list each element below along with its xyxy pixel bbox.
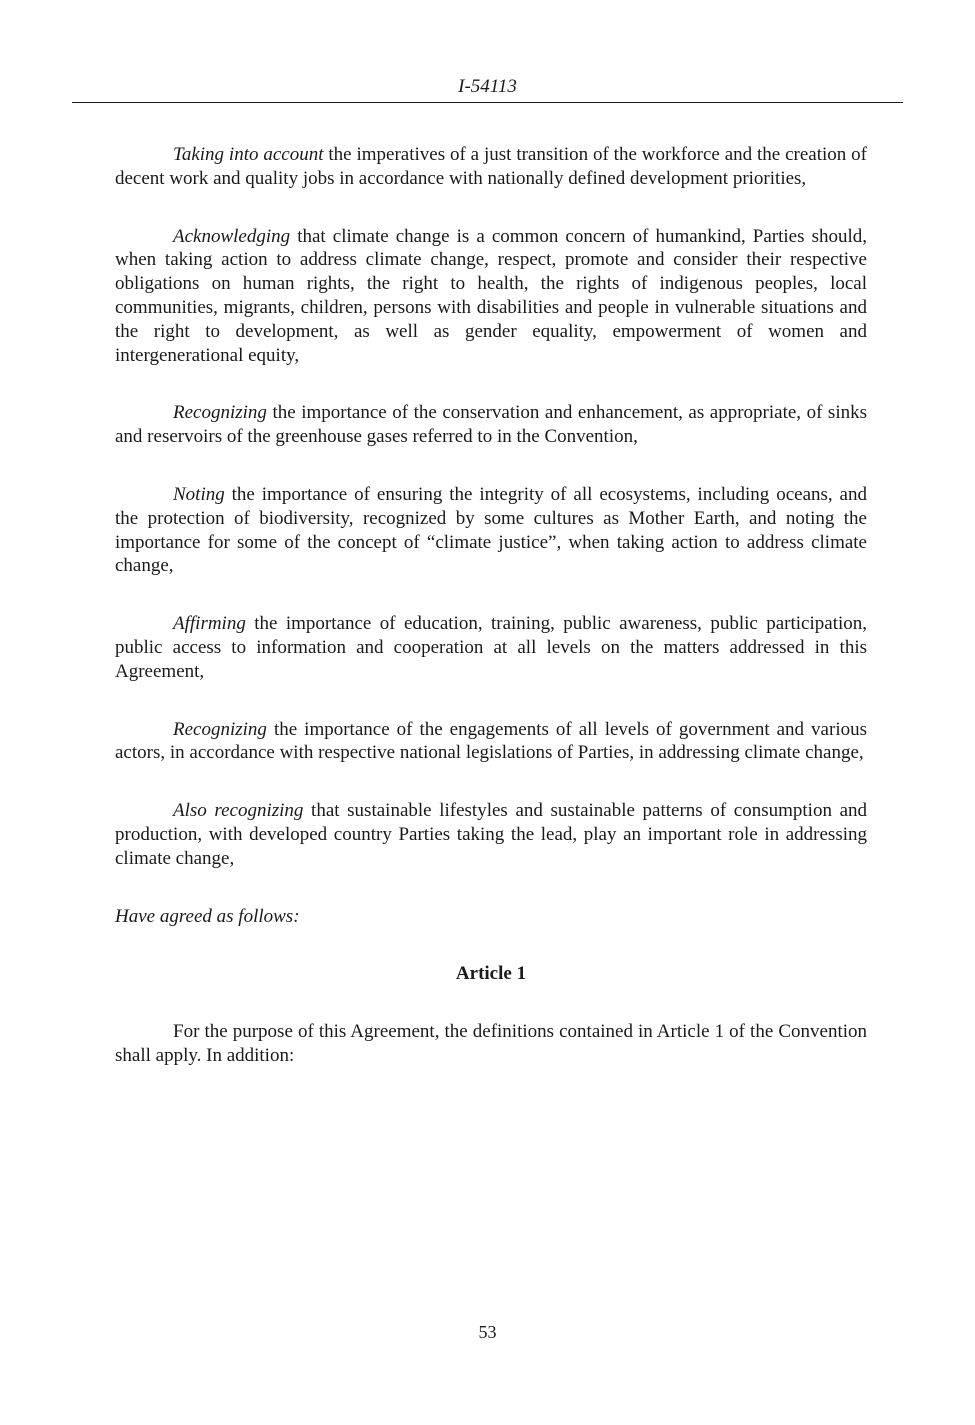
paragraph-text: the importance of the engagements of all levels of government and various actors, in accordance with respective national legislations of Parties, in addressing climate change, <box>115 718 867 764</box>
document-number: I-54113 <box>458 76 517 97</box>
paragraph-text: that sustainable lifestyles and sustainable patterns of consumption and production, with developed country Parties taking the lead, play an important role in addressing climate change, <box>115 800 867 869</box>
paragraph-lead: Taking into account <box>173 144 324 165</box>
article-heading: Article 1 <box>455 963 527 985</box>
document-body <box>115 143 867 1102</box>
paragraph-lead: Also recognizing <box>173 800 304 822</box>
paragraph-text: the importance of education, training, public awareness, public participation, public access to information and cooperation at all levels on the matters addressed in this Agreement, <box>115 613 867 682</box>
paragraph-text: the imperatives of a just transition of the workforce and the creation of decent work and quality jobs in accordance with nationally defined development priorities, <box>115 144 867 189</box>
page-number: 53 <box>478 1322 497 1342</box>
paragraph-lead: Recognizing <box>173 718 267 740</box>
preamble-paragraph <box>115 718 867 766</box>
paragraph-lead: Acknowledging <box>173 225 291 247</box>
paragraph-text: that climate change is a common concern of humankind, Parties should, when taking action to address climate change, respect, promote and consider their respective obligations on human rights, the right to health, the rights of indigenous peoples, local communities, migrants, children, persons with disabilities and people in vulnerable situations and the right to development, as well as gender equality, empowerment of women and intergenerational equity, <box>115 225 867 366</box>
page-header <box>72 76 903 103</box>
paragraph-lead: Noting <box>173 483 225 505</box>
paragraph-lead: Affirming <box>173 613 246 635</box>
paragraph-text: the importance of the conservation and enhancement, as appropriate, of sinks and reservoirs of the greenhouse gases referred to in the Convention, <box>115 402 867 448</box>
article-text: For the purpose of this Agreement, the definitions contained in Article 1 of the Convention shall apply. In addition: <box>115 1021 867 1066</box>
closing-statement: Have agreed as follows: <box>115 905 300 927</box>
preamble-paragraph <box>115 612 867 683</box>
paragraph-lead: Recognizing <box>173 402 267 424</box>
preamble-paragraph <box>115 483 867 578</box>
preamble-paragraph <box>115 401 867 449</box>
preamble-paragraph <box>115 143 867 191</box>
paragraph-text: the importance of ensuring the integrity of all ecosystems, including oceans, and the protection of biodiversity, recognized by some cultures as Mother Earth, and noting the importance for some of the concept of “climate justice”, when taking action to address climate change, <box>115 483 867 577</box>
preamble-paragraph <box>115 799 867 870</box>
preamble-paragraph <box>115 225 867 368</box>
